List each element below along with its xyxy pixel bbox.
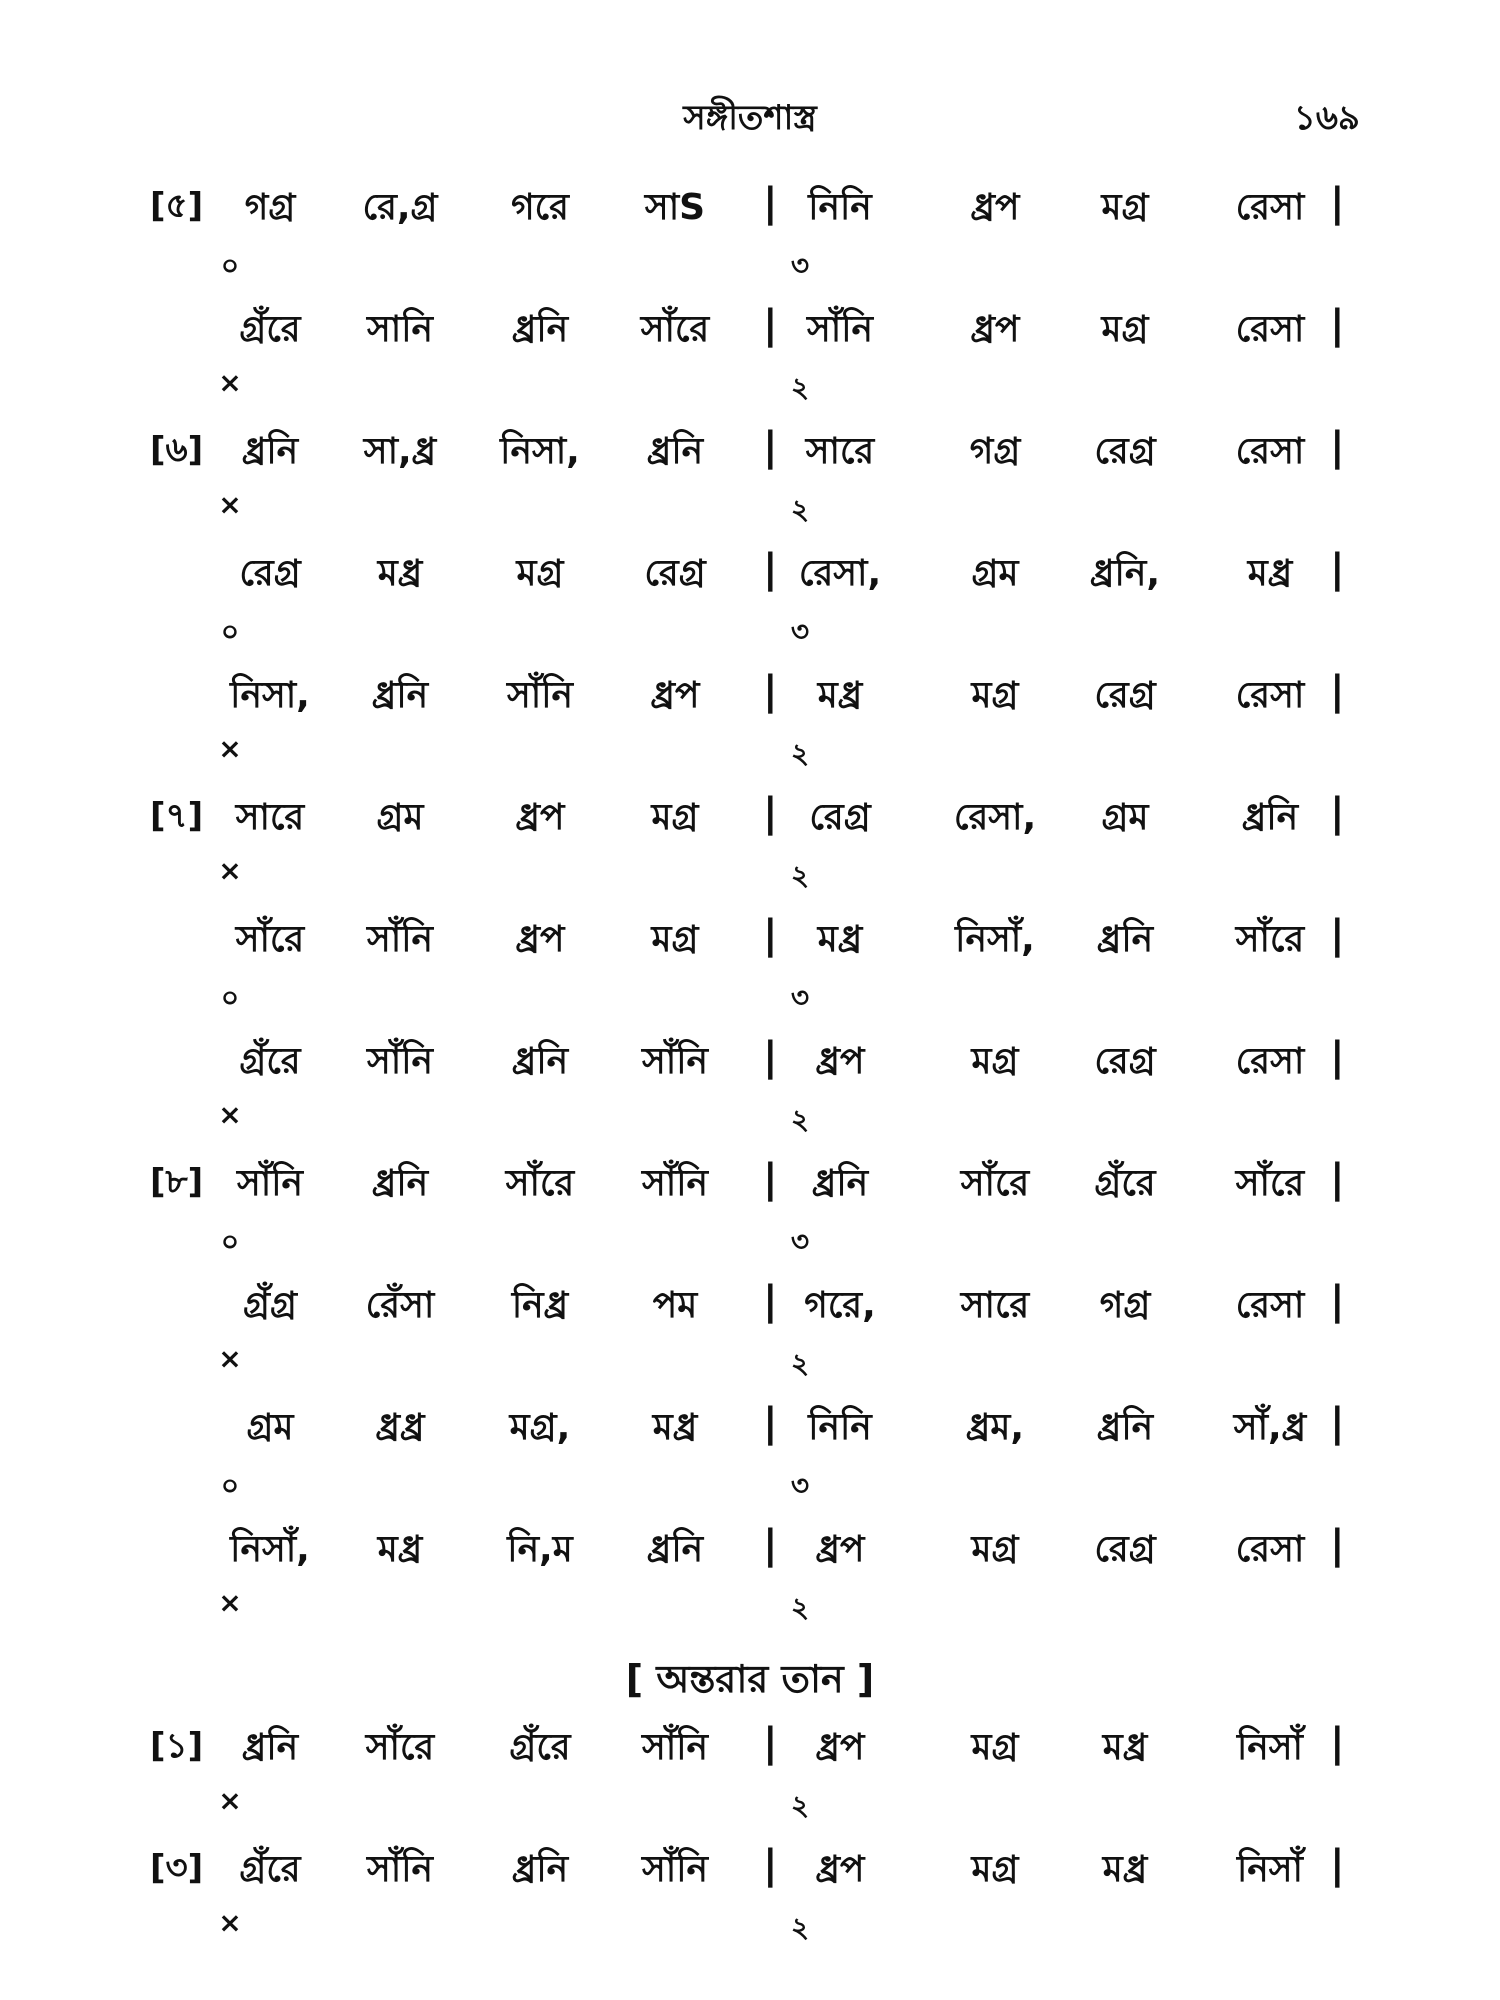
note-cell: মগ্র xyxy=(971,1041,1019,1082)
bar-line: | xyxy=(1330,668,1345,714)
notation-row xyxy=(0,1522,1500,1624)
bar-line: | xyxy=(1330,1400,1345,1446)
note-cell: মধ্র xyxy=(1102,1849,1148,1890)
note-cell: ধ্রনি xyxy=(511,1849,569,1890)
beat-marker: × xyxy=(218,366,242,399)
beat-marker: × xyxy=(218,854,242,887)
note-cell: ধ্রম, xyxy=(965,1407,1025,1448)
note-cell: গ্রঁরে xyxy=(239,1041,301,1082)
note-cell: মগ্র xyxy=(971,1727,1019,1768)
note-cell: ধ্রনি xyxy=(811,1163,869,1204)
note-cell: ধ্রপ xyxy=(515,919,565,960)
note-cell: সাঁনি xyxy=(641,1727,708,1768)
note-cell: সাঁনি xyxy=(366,919,433,960)
beat-marker: ২ xyxy=(790,737,810,770)
bar-line: | xyxy=(1330,302,1345,348)
note-cell: সাঁনি xyxy=(641,1163,708,1204)
beat-marker: × xyxy=(218,1586,242,1619)
note-cell: নিসাঁ xyxy=(1236,1849,1303,1890)
note-cell: গ্রঁরে xyxy=(509,1727,571,1768)
bar-line: | xyxy=(1330,424,1345,470)
note-cell: রেগ্র xyxy=(809,797,871,838)
bar-line: | xyxy=(763,1842,778,1888)
note-cell: রেসা xyxy=(1235,187,1305,228)
note-cell: মগ্র xyxy=(1101,309,1149,350)
bar-line: | xyxy=(1330,1278,1345,1324)
note-cell: সারে xyxy=(805,431,875,472)
note-cell: পম xyxy=(652,1285,698,1326)
note-cell: ধ্রনি xyxy=(1241,797,1299,838)
bar-line: | xyxy=(763,1400,778,1446)
notation-row xyxy=(0,668,1500,770)
note-cell: ধ্রপ xyxy=(815,1041,865,1082)
beat-marker: ০ xyxy=(220,1469,240,1502)
row-number: [১] xyxy=(150,1726,204,1766)
row-number: [৬] xyxy=(150,430,204,470)
note-cell: সাঁ,ধ্র xyxy=(1233,1407,1307,1448)
note-cell: রেঁসা xyxy=(365,1285,435,1326)
note-cell: মধ্র xyxy=(1102,1727,1148,1768)
note-cell: মধ্র xyxy=(817,919,863,960)
bar-line: | xyxy=(1330,180,1345,226)
bar-line: | xyxy=(763,1156,778,1202)
bar-line: | xyxy=(1330,912,1345,958)
beat-marker: ২ xyxy=(790,859,810,892)
beat-marker: ২ xyxy=(790,1347,810,1380)
beat-marker: ০ xyxy=(220,615,240,648)
note-cell: সাঁনি xyxy=(806,309,873,350)
note-cell: নিধ্র xyxy=(511,1285,569,1326)
note-cell: রেগ্র xyxy=(1094,1529,1156,1570)
notation-row xyxy=(0,1278,1500,1380)
bar-line: | xyxy=(1330,1842,1345,1888)
beat-marker: × xyxy=(218,1342,242,1375)
note-cell: ধ্রনি xyxy=(646,1529,704,1570)
note-cell: রেগ্র xyxy=(1094,431,1156,472)
note-cell: সা,ধ্র xyxy=(363,431,437,472)
note-cell: রেসা xyxy=(1235,309,1305,350)
row-number: [৮] xyxy=(150,1162,204,1202)
note-cell: সানি xyxy=(366,309,433,350)
note-cell: মগ্র xyxy=(516,553,564,594)
note-cell: রেসা, xyxy=(798,553,882,594)
note-cell: নিসাঁ, xyxy=(955,919,1035,960)
notation-row xyxy=(0,912,1500,1014)
note-cell: ধ্রনি xyxy=(371,675,429,716)
note-cell: গ্রঁগ্র xyxy=(243,1285,297,1326)
note-cell: রেসা xyxy=(1235,1285,1305,1326)
note-cell: নিনি xyxy=(808,187,872,228)
note-cell: রেসা xyxy=(1235,1041,1305,1082)
bar-line: | xyxy=(1330,1522,1345,1568)
note-cell: সাঁনি xyxy=(236,1163,303,1204)
note-cell: মধ্র xyxy=(377,1529,423,1570)
bar-line: | xyxy=(1330,790,1345,836)
note-cell: গ্রম xyxy=(971,553,1019,594)
note-cell: ধ্রনি xyxy=(1096,919,1154,960)
note-cell: ধ্রনি xyxy=(1096,1407,1154,1448)
note-cell: মগ্র xyxy=(971,1849,1019,1890)
note-cell: সাঁনি xyxy=(366,1041,433,1082)
notation-row xyxy=(0,302,1500,404)
beat-marker: ২ xyxy=(790,371,810,404)
note-cell: ধ্রনি xyxy=(241,1727,299,1768)
note-cell: রেগ্র xyxy=(239,553,301,594)
note-cell: ধ্রপ xyxy=(970,309,1020,350)
note-cell: মগ্র xyxy=(1101,187,1149,228)
row-number: [৫] xyxy=(150,186,204,226)
notation-row xyxy=(0,424,1500,526)
note-cell: সাঁরে xyxy=(505,1163,575,1204)
notation-row xyxy=(0,1842,1500,1944)
note-cell: ধ্রপ xyxy=(515,797,565,838)
note-cell: নিসাঁ, xyxy=(230,1529,310,1570)
note-cell: মধ্র xyxy=(652,1407,698,1448)
note-cell: সাঁরে xyxy=(640,309,710,350)
note-cell: নি,ম xyxy=(507,1529,573,1570)
beat-marker: × xyxy=(218,1906,242,1939)
bar-line: | xyxy=(763,180,778,226)
page-title: সঙ্গীতশাস্ত্র xyxy=(683,98,817,138)
note-cell: রেসা xyxy=(1235,431,1305,472)
bar-line: | xyxy=(1330,1034,1345,1080)
bar-line: | xyxy=(763,424,778,470)
note-cell: সাঁরে xyxy=(1235,1163,1305,1204)
notation-row xyxy=(0,546,1500,648)
note-cell: মধ্র xyxy=(377,553,423,594)
bar-line: | xyxy=(1330,1156,1345,1202)
note-cell: রেসা xyxy=(1235,1529,1305,1570)
section-heading: [ অন্তরার তান ] xyxy=(625,1657,875,1701)
beat-marker: ৩ xyxy=(790,249,810,282)
note-cell: গগ্র xyxy=(969,431,1021,472)
row-number: [৩] xyxy=(150,1848,204,1888)
note-cell: গ্রঁরে xyxy=(1094,1163,1156,1204)
note-cell: গ্রঁরে xyxy=(239,1849,301,1890)
notation-row xyxy=(0,1400,1500,1502)
beat-marker: ২ xyxy=(790,493,810,526)
beat-marker: × xyxy=(218,1784,242,1817)
note-cell: রেগ্র xyxy=(644,553,706,594)
beat-marker: ২ xyxy=(790,1591,810,1624)
bar-line: | xyxy=(763,912,778,958)
beat-marker: ০ xyxy=(220,249,240,282)
note-cell: সাঁরে xyxy=(960,1163,1030,1204)
note-cell: সাঁরে xyxy=(1235,919,1305,960)
note-cell: সাঁরে xyxy=(365,1727,435,1768)
note-cell: গরে xyxy=(511,187,569,228)
beat-marker: ৩ xyxy=(790,981,810,1014)
note-cell: নিসা, xyxy=(230,675,310,716)
note-cell: ধ্রনি xyxy=(511,1041,569,1082)
bar-line: | xyxy=(1330,546,1345,592)
note-cell: গ্রম xyxy=(376,797,424,838)
beat-marker: × xyxy=(218,732,242,765)
bar-line: | xyxy=(763,1522,778,1568)
note-cell: মধ্র xyxy=(817,675,863,716)
note-cell: সারে xyxy=(235,797,305,838)
note-cell: ধ্রনি xyxy=(511,309,569,350)
notation-row xyxy=(0,180,1500,282)
note-cell: সাঁনি xyxy=(641,1041,708,1082)
note-cell: সাS xyxy=(644,187,706,228)
note-cell: মগ্র xyxy=(651,797,699,838)
bar-line: | xyxy=(763,1720,778,1766)
note-cell: ধ্রধ্র xyxy=(375,1407,425,1448)
beat-marker: ২ xyxy=(790,1789,810,1822)
note-cell: গ্রম xyxy=(246,1407,294,1448)
note-cell: মগ্র xyxy=(971,675,1019,716)
notation-row xyxy=(0,1156,1500,1258)
note-cell: রেগ্র xyxy=(1094,1041,1156,1082)
note-cell: সারে xyxy=(960,1285,1030,1326)
beat-marker: ২ xyxy=(790,1103,810,1136)
note-cell: গ্রঁরে xyxy=(239,309,301,350)
bar-line: | xyxy=(763,1278,778,1324)
notation-row xyxy=(0,790,1500,892)
note-cell: ধ্রনি, xyxy=(1090,553,1160,594)
note-cell: মধ্র xyxy=(1247,553,1293,594)
note-cell: রে,গ্র xyxy=(362,187,438,228)
beat-marker: ০ xyxy=(220,981,240,1014)
beat-marker: ৩ xyxy=(790,615,810,648)
bar-line: | xyxy=(763,1034,778,1080)
note-cell: ধ্রপ xyxy=(815,1727,865,1768)
note-cell: সাঁনি xyxy=(506,675,573,716)
beat-marker: ৩ xyxy=(790,1469,810,1502)
note-cell: গরে, xyxy=(804,1285,876,1326)
note-cell: গ্রম xyxy=(1101,797,1149,838)
note-cell: রেসা, xyxy=(953,797,1037,838)
note-cell: সাঁরে xyxy=(235,919,305,960)
note-cell: গগ্র xyxy=(1099,1285,1151,1326)
notation-row xyxy=(0,1720,1500,1822)
note-cell: ধ্রপ xyxy=(970,187,1020,228)
note-cell: নিসা, xyxy=(500,431,580,472)
note-cell: ধ্রনি xyxy=(241,431,299,472)
beat-marker: ৩ xyxy=(790,1225,810,1258)
bar-line: | xyxy=(763,790,778,836)
note-cell: ধ্রপ xyxy=(815,1529,865,1570)
note-cell: মগ্র xyxy=(651,919,699,960)
beat-marker: ২ xyxy=(790,1911,810,1944)
notation-row xyxy=(0,1034,1500,1136)
beat-marker: × xyxy=(218,488,242,521)
note-cell: ধ্রনি xyxy=(646,431,704,472)
note-cell: ধ্রপ xyxy=(815,1849,865,1890)
note-cell: ধ্রনি xyxy=(371,1163,429,1204)
note-cell: নিসাঁ xyxy=(1236,1727,1303,1768)
note-cell: সাঁনি xyxy=(641,1849,708,1890)
beat-marker: × xyxy=(218,1098,242,1131)
note-cell: ধ্রপ xyxy=(650,675,700,716)
bar-line: | xyxy=(763,668,778,714)
note-cell: সাঁনি xyxy=(366,1849,433,1890)
note-cell: রেগ্র xyxy=(1094,675,1156,716)
note-cell: মগ্র xyxy=(971,1529,1019,1570)
note-cell: মগ্র, xyxy=(509,1407,571,1448)
page-number: ১৬৯ xyxy=(1293,98,1360,138)
note-cell: গগ্র xyxy=(244,187,296,228)
row-number: [৭] xyxy=(150,796,204,836)
note-cell: নিনি xyxy=(808,1407,872,1448)
bar-line: | xyxy=(763,546,778,592)
note-cell: রেসা xyxy=(1235,675,1305,716)
bar-line: | xyxy=(1330,1720,1345,1766)
bar-line: | xyxy=(763,302,778,348)
beat-marker: ০ xyxy=(220,1225,240,1258)
